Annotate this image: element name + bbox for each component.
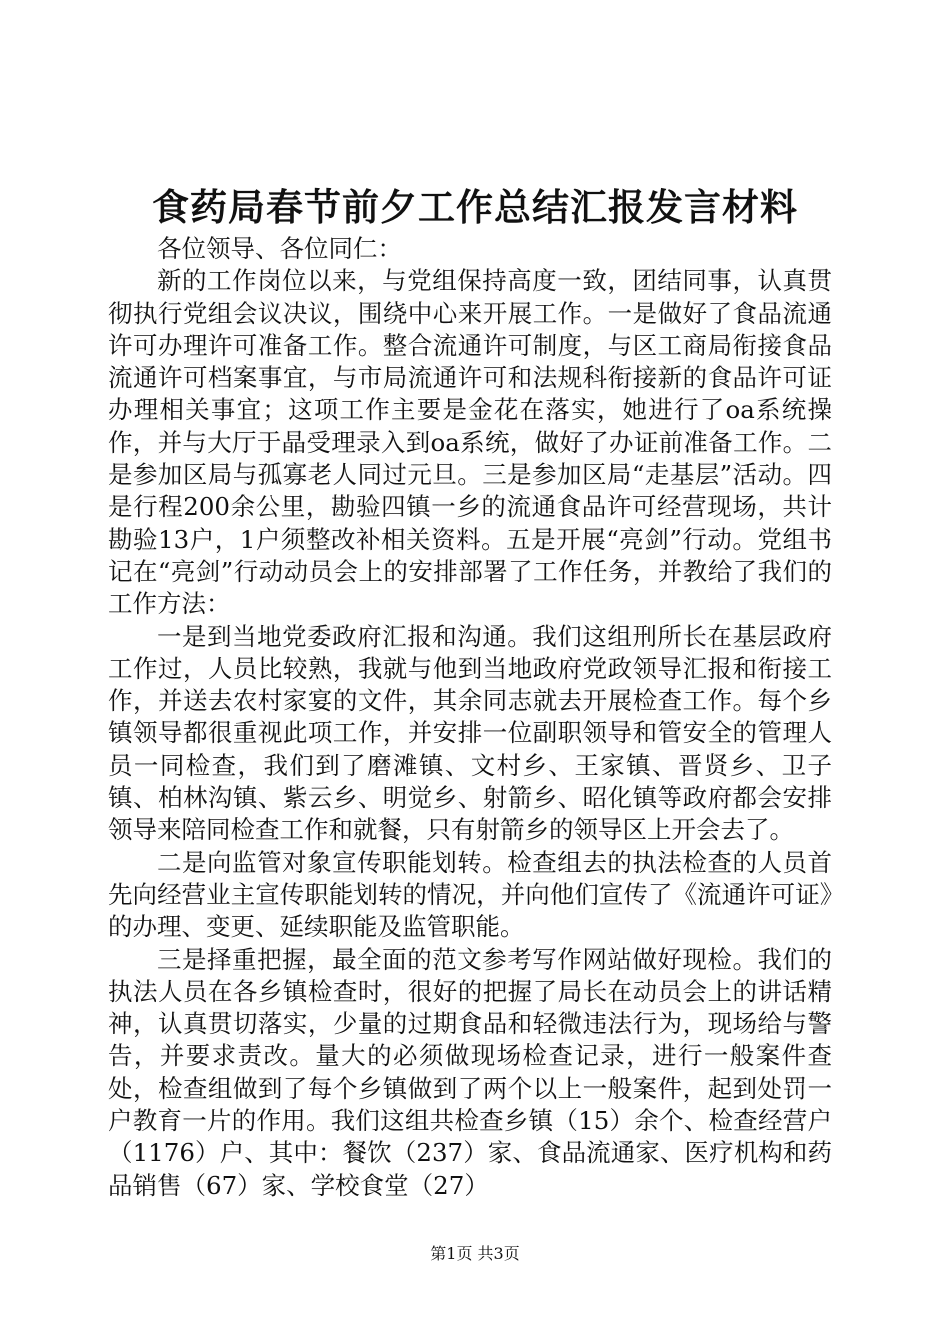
- body-paragraph: 新的工作岗位以来，与党组保持高度一致，团结同事，认真贯彻执行党组会议决议，围绕中心来开展工作。一是做好了食品流通许可办理许可准备工作。整合流通许可制度，与区工商局衔接食品流通许可档案事宜，与市局流通许可和法规科衔接新的食品许可证办理相关事宜；这项工作主要是金花在落实，她进行了oa系统操作，并与大厅于晶受理录入到oa系统，做好了办证前准备工作。二是参加区局与孤寡老人同过元旦。三是参加区局“走基层”活动。四是行程200余公里，勘验四镇一乡的流通食品许可经营现场，共计勘验13户，1户须整改补相关资料。五是开展“亮剑”行动。党组书记在“亮剑”行动动员会上的安排部署了工作任务，并教给了我们的工作方法：: [108, 266, 832, 619]
- page-number-footer: 第1页 共3页: [430, 1244, 520, 1263]
- document-title: 食药局春节前夕工作总结汇报发言材料: [152, 185, 798, 229]
- body-paragraph: 二是向监管对象宣传职能划转。检查组去的执法检查的人员首先向经营业主宣传职能划转的情况，并向他们宣传了《流通许可证》的办理、变更、延续职能及监管职能。: [108, 847, 832, 942]
- body-paragraph: 三是择重把握，最全面的范文参考写作网站做好现检。我们的执法人员在各乡镇检查时，很好的把握了局长在动员会上的讲话精神，认真贯切落实，少量的过期食品和轻微违法行为，现场给与警告，并要求责改。量大的必须做现场检查记录，进行一般案件查处，检查组做到了每个乡镇做到了两个以上一般案件，起到处罚一户教育一片的作用。我们这组共检查乡镇（15）余个、检查经营户（1176）户、其中：餐饮（237）家、食品流通家、医疗机构和药品销售（67）家、学校食堂（27）: [108, 944, 832, 1200]
- document-body: [108, 233, 832, 1202]
- body-paragraph: 一是到当地党委政府汇报和沟通。我们这组刑所长在基层政府工作过，人员比较熟，我就与他到当地政府党政领导汇报和衔接工作，并送去农村家宴的文件，其余同志就去开展检查工作。每个乡镇领导都很重视此项工作，并安排一位副职领导和管安全的管理人员一同检查，我们到了磨滩镇、文村乡、王家镇、晋贤乡、卫子镇、柏林沟镇、紫云乡、明觉乡、射箭乡、昭化镇等政府都会安排领导来陪同检查工作和就餐，只有射箭乡的领导区上开会去了。: [108, 621, 832, 845]
- salutation-paragraph: 各位领导、各位同仁：: [157, 234, 402, 263]
